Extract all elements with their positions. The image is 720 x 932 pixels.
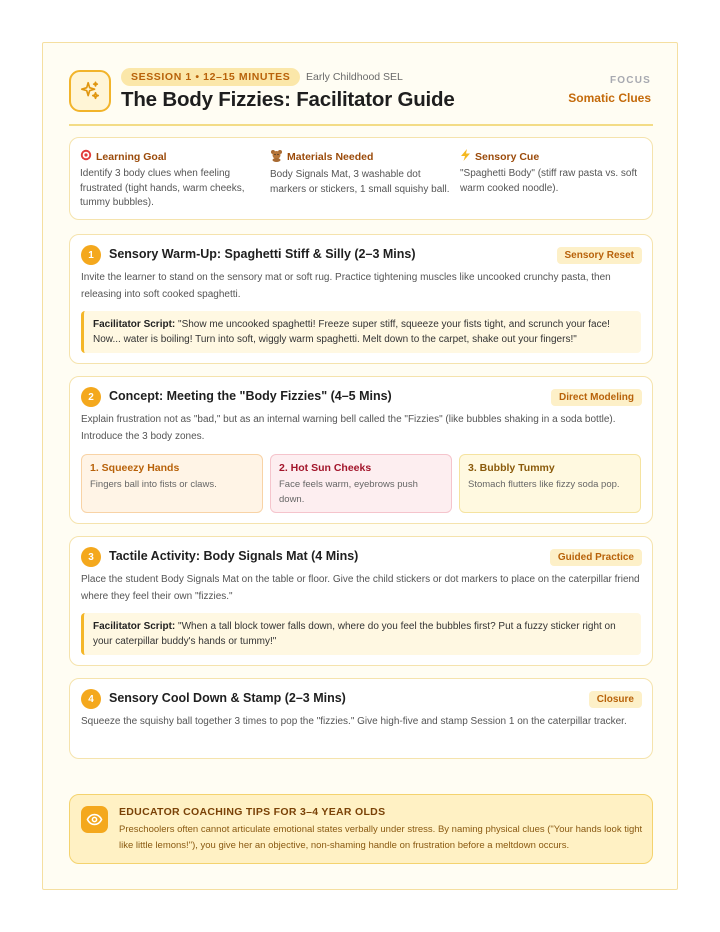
- overview-card: [69, 137, 653, 220]
- facilitator-script: [81, 613, 641, 655]
- section-body: Place the student Body Signals Mat on the table or floor. Give the child stickers or dot markers to place on the caterpillar friend where they feel their own "fizzies.": [81, 574, 640, 602]
- section-tag: Sensory Reset: [557, 247, 642, 264]
- zone-bubbly-tummy: [459, 454, 641, 513]
- tips-text: Preschoolers often cannot articulate emotional states verbally under stress. By naming physical clues ("Your hands look tight like little lemons!"), you give her an objective, non-shaming handle on frustration before a meltdown occurs.: [119, 824, 643, 851]
- section-title: Sensory Cool Down & Stamp (2–3 Mins): [109, 691, 346, 705]
- script-label: Facilitator Script:: [93, 621, 176, 632]
- zone-title: 2. Hot Sun Cheeks: [279, 462, 372, 474]
- section-body: Squeeze the squishy ball together 3 times to pop the "fizzies." Give high-five and stamp Session 1 on the caterpillar tracker.: [81, 716, 627, 727]
- sensory-cue: [460, 149, 642, 196]
- teddy-bear-icon: [270, 149, 283, 165]
- learning-goal: [80, 149, 262, 211]
- focus-label: FOCUS: [610, 75, 651, 86]
- step-number: 3: [81, 547, 101, 567]
- target-icon: [80, 149, 92, 164]
- zone-title: 1. Squeezy Hands: [90, 462, 180, 474]
- focus-value: Somatic Clues: [568, 91, 651, 105]
- section-body: Explain frustration not as "bad," but as an internal warning bell called the "Fizzies" (like bubbles shaking in a soda bottle). Introduce the 3 body zones.: [81, 414, 616, 442]
- section-warm-up: [69, 234, 653, 364]
- section-body: Invite the learner to stand on the sensory mat or soft rug. Practice tightening muscles like uncooked crunchy pasta, then releasing into soft cooked spaghetti.: [81, 272, 611, 300]
- section-tactile-activity: [69, 536, 653, 666]
- zone-squeezy-hands: [81, 454, 263, 513]
- section-tag: Guided Practice: [550, 549, 642, 566]
- section-title: Tactile Activity: Body Signals Mat (4 Mins): [109, 549, 359, 563]
- eye-icon: [81, 806, 108, 833]
- sensory-cue-heading: Sensory Cue: [475, 150, 540, 163]
- lightning-icon: [460, 149, 471, 164]
- section-tag: Direct Modeling: [551, 389, 642, 406]
- category-label: Early Childhood SEL: [306, 71, 403, 83]
- zone-text: Stomach flutters like fizzy soda pop.: [468, 479, 620, 490]
- materials-heading: Materials Needed: [287, 151, 374, 163]
- learning-goal-text: Identify 3 body clues when feeling frustrated (tight hands, warm cheeks, tummy bubbles).: [80, 168, 245, 208]
- script-text: "Show me uncooked spaghetti! Freeze super stiff, squeeze your fists tight, and scrunch your face! Now... water is boiling! Turn into soft, wiggly warm spaghetti. Melt down to the carpet, shake out your fingers!": [93, 319, 610, 345]
- section-tag: Closure: [589, 691, 642, 708]
- materials-needed: [270, 149, 452, 197]
- session-badge: SESSION 1 • 12–15 MINUTES: [121, 68, 300, 86]
- facilitator-script: [81, 311, 641, 353]
- zone-title: 3. Bubbly Tummy: [468, 462, 555, 474]
- tips-title: EDUCATOR COACHING TIPS FOR 3–4 YEAR OLDS: [119, 806, 386, 818]
- zone-text: Face feels warm, eyebrows push down.: [279, 479, 418, 505]
- step-number: 1: [81, 245, 101, 265]
- guide-page: [42, 42, 678, 890]
- sparkles-icon: [69, 70, 111, 112]
- coaching-tips: [69, 794, 653, 864]
- section-concept: [69, 376, 653, 524]
- sensory-cue-text: "Spaghetti Body" (stiff raw pasta vs. soft warm cooked noodle).: [460, 168, 637, 194]
- script-text: "When a tall block tower falls down, where do you feel the bubbles first? Put a fuzzy sticker right on your caterpillar buddy's hands or tummy!": [93, 621, 616, 647]
- section-title: Concept: Meeting the "Body Fizzies" (4–5 Mins): [109, 389, 392, 403]
- page-title: The Body Fizzies: Facilitator Guide: [121, 88, 455, 111]
- step-number: 2: [81, 387, 101, 407]
- zone-text: Fingers ball into fists or claws.: [90, 479, 217, 490]
- zone-hot-sun-cheeks: [270, 454, 452, 513]
- script-label: Facilitator Script:: [93, 319, 176, 330]
- step-number: 4: [81, 689, 101, 709]
- section-cool-down: [69, 678, 653, 759]
- materials-text: Body Signals Mat, 3 washable dot markers or stickers, 1 small squishy ball.: [270, 169, 450, 195]
- header-divider: [69, 124, 653, 126]
- learning-goal-heading: Learning Goal: [96, 150, 167, 163]
- section-title: Sensory Warm-Up: Spaghetti Stiff & Silly (2–3 Mins): [109, 247, 416, 261]
